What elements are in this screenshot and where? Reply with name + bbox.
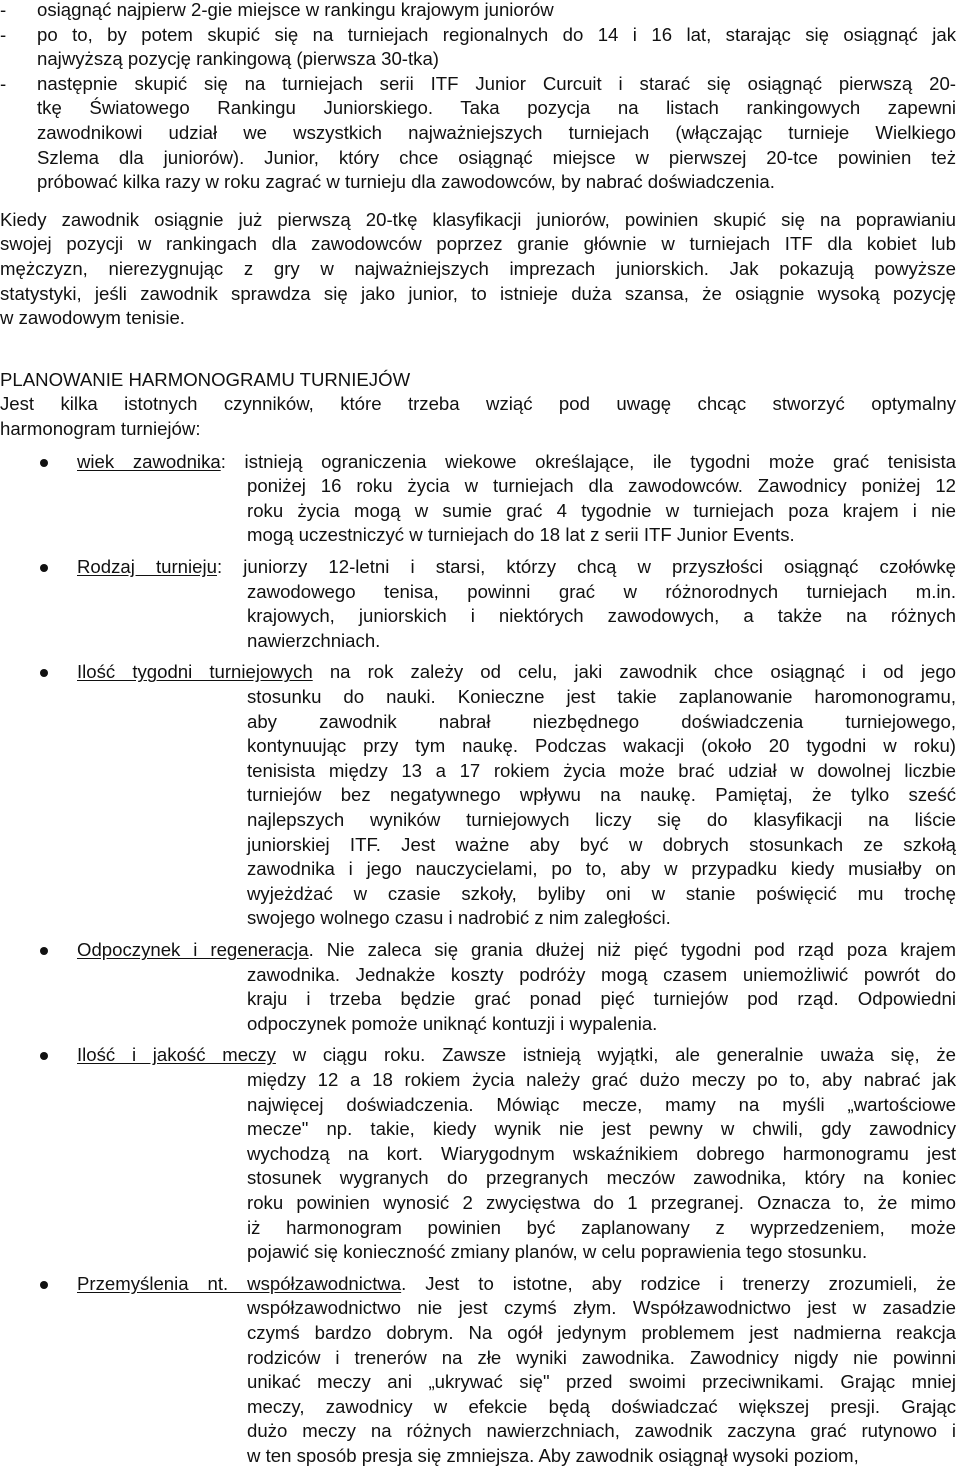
factor-text-line: rodziców i trenerów na złe wyniki zawodnika. Zawodnicy nigdy nie powinni [247, 1346, 956, 1368]
factor-first-text: na rok zależy od celu, jaki zawodnik chce osiągnąć i od jego [329, 661, 957, 683]
list-dash: - [0, 0, 7, 20]
paragraph-line: swojej pozycji w rankingach dla zawodowców poprzez granie głównie w turniejach ITF dla kobiet lub [0, 233, 956, 255]
factor-text-line: najlepszych wyników turniejowych liczy się do klasyfikacji na liście [247, 809, 956, 830]
factor-text-line: turniejów bez negatywnego wpływu na naukę. Pamiętaj, że tylko sześć [247, 784, 956, 806]
factor-label: wiek zawodnika [77, 450, 221, 472]
factor-first-text: Jest to istotne, aby rodzice i trenerzy zrozumieli, że [425, 1272, 957, 1294]
list-dash: - [0, 23, 7, 45]
factor-text-line: najwięcej doświadczenia. Mówiąc mecze, mamy na myśli „wartościowe [247, 1093, 956, 1115]
factor-text-line: zawodnika i jego nauczycielami, po to, aby w przypadku kiedy musiałby on [247, 858, 956, 880]
factor-first-text: Nie zaleca się grania dłużej niż pięć tygodni pod rząd poza krajem [326, 939, 956, 960]
bullet-icon [40, 564, 48, 572]
factor-text-line: stosunku do nauki. Konieczne jest takie zaplanowanie haromonogramu, [247, 686, 956, 707]
intro-line: Jest kilka istotnych czynników, które trzeba wziąć pod uwagę chcąc stworzyć optymalny [0, 393, 956, 415]
factor-label: Rodzaj turnieju [77, 556, 217, 577]
factor-text-line: między 12 a 18 rokiem życia należy grać dużo meczy po to, aby nabrać jak [247, 1069, 956, 1090]
factor-text-line: unikać meczy ani „ukrywać się" przed swoimi przeciwnikami. Grając mniej [247, 1371, 956, 1393]
factor-first-text: istnieją ograniczenia wiekowe określające, ile tygodni może grać tenisista [244, 450, 956, 472]
factor-first-text: w ciągu roku. Zawsze istnieją wyjątki, ale generalnie uważa się, że [292, 1044, 956, 1066]
paragraph-line: statystyki, jeśli zawodnik sprawdza się jako junior, to istnieje duża szansa, że osiągnie wysoką pozycję [0, 282, 956, 304]
factor-label-separator: : [220, 450, 226, 472]
paragraph-line: Kiedy zawodnik osiągnie już pierwszą 20-tkę klasyfikacji juniorów, powinien skupić się na poprawianiu [0, 208, 956, 230]
list-item-line: zawodnikowi udział we wszystkich najważniejszych turniejach (włączając turnieje Wielkiego [37, 122, 956, 143]
paragraph-line: mężczyzn, nierezygnując z gry w najważniejszych imprezach juniorskich. Jak pokazują powyższe [0, 258, 956, 279]
factor-text-line: poniżej 16 roku życia w turniejach dla zawodowców. Zawodnicy poniżej 12 [247, 475, 956, 497]
list-item-line: osiągnąć najpierw 2-gie miejsce w rankingu krajowym juniorów [37, 0, 554, 20]
factor-text-line: krajowych, juniorskich i niektórych zawodowych, a także na różnych [247, 605, 956, 627]
factor-label: Ilość i jakość meczy [77, 1044, 276, 1066]
factor-text-line: wyjeżdżać w czasie szkoły, byliby oni w stanie poświęcić mu trochę [247, 882, 956, 904]
bullet-icon [40, 459, 48, 467]
factor-first-text: juniorzy 12-letni i starsi, którzy chcą w przyszłości osiągnąć czołówkę [243, 556, 957, 577]
factor-text-line: stosunek wygranych do przegranych meczów zawodnika, który na koniec [247, 1167, 956, 1189]
factor-text-line: współzawodnictwo nie jest czymś złym. Współzawodnictwo jest w zasadzie [247, 1297, 956, 1319]
factor-text-line: tenisista między 13 a 17 rokiem życia może brać udział w dowolnej liczbie [247, 759, 956, 781]
factor-text-line: juniorskiej ITF. Jest ważne aby być w dobrych stosunkach ze szkołą [247, 833, 956, 855]
factor-text-line: odpoczynek pomoże uniknąć kontuzji i wypalenia. [247, 1012, 658, 1034]
list-item-line: próbować kilka razy w roku zagrać w turnieju dla zawodowców, by nabrać doświadczenia. [37, 171, 775, 193]
factor-text-line: mecze" np. takie, kiedy wynik nie jest pewny w chwili, gdy zawodnicy [247, 1118, 956, 1140]
factor-text-line: zawodnika. Jednakże koszty podróży mogą czasem uniemożliwić powrót do [247, 963, 956, 985]
factor-text-line: mogą uczestniczyć w turniejach do 18 lat z serii ITF Junior Events. [247, 524, 795, 546]
bullet-icon [40, 669, 48, 677]
list-item-line: następnie skupić się na turniejach serii ITF Junior Curcuit i starać się osiągnąć pierwszą 20- [37, 72, 956, 94]
factor-text-line: kontynuując przy tym naukę. Podczas wakacji (około 20 tygodni w roku) [247, 735, 956, 757]
bullet-icon [40, 1052, 48, 1060]
factor-text-line: w ten sposób presja się zmniejsza. Aby zawodnik osiągnął wysoki poziom, [247, 1445, 859, 1466]
factor-first-line [77, 1043, 956, 1067]
factor-text-line: iż harmonogram powinien być zaplanowany z wyprzedzeniem, może [247, 1216, 956, 1238]
factor-text-line: nawierzchniach. [247, 629, 381, 651]
factor-first-line [77, 450, 956, 474]
list-item-line: po to, by potem skupić się na turniejach regionalnych do 14 i 16 lat, starając się osiągnąć jak [37, 23, 956, 45]
factor-label: Odpoczynek i regeneracja [77, 939, 309, 960]
factor-label-separator: . [308, 939, 314, 960]
factor-text-line: pojawić się konieczność zmiany planów, w celu poprawienia tego stosunku. [247, 1241, 868, 1263]
factor-text-line: wychodzą na kort. Wiarygodnym wskaźnikiem dobrego harmonogramu jest [247, 1142, 956, 1164]
list-dash: - [0, 72, 7, 94]
list-item-line: najwyższą pozycję rankingową (pierwsza 30-tka) [37, 48, 439, 70]
factor-text-line: meczy, zawodnicy w efekcie będą doświadczać większej presji. Grając [247, 1395, 956, 1417]
factor-text-line: roku życia mogą w sumie grać 4 tygodnie w turniejach poza krajem i nie [247, 499, 956, 521]
factor-label: Ilość tygodni turniejowych [77, 661, 313, 683]
factor-first-line [77, 660, 956, 684]
intro-line: harmonogram turniejów: [0, 418, 201, 439]
paragraph-line: w zawodowym tenisie. [0, 307, 185, 329]
list-item-line: tkę Światowego Rankingu Juniorskiego. Taka pozycja na listach rankingowych zapewni [37, 97, 956, 119]
section-heading: PLANOWANIE HARMONOGRAMU TURNIEJÓW [0, 368, 411, 390]
factor-first-line [77, 555, 956, 579]
factor-label-separator: . [401, 1272, 407, 1294]
factor-text-line: dużo meczy na różnych nawierzchniach, zawodnik zaczyna grać rutynowo i [247, 1420, 956, 1442]
factor-text-line: swojego wolnego czasu i nadrobić z nim zaległości. [247, 907, 671, 929]
bullet-icon [40, 947, 48, 955]
factor-first-line [77, 1272, 956, 1296]
factor-label-separator: : [216, 556, 223, 577]
bullet-icon [40, 1281, 48, 1289]
factor-text-line: roku powinien wynosić 2 zwycięstwa do 1 przegranej. Oznacza to, że mimo [247, 1192, 956, 1213]
factor-text-line: aby zawodnik nabrał niezbędnego doświadczenia turniejowego, [247, 710, 956, 732]
factor-text-line: zawodowego tenisa, powinni grać w różnorodnych turniejach m.in. [247, 580, 956, 602]
factor-text-line: czymś bardzo dobrym. Na ogół jedynym problemem jest nadmierna reakcja [247, 1322, 956, 1343]
factor-text-line: kraju i trzeba będzie grać ponad pięć turniejów pod rząd. Odpowiedni [247, 988, 956, 1010]
factor-first-line [77, 938, 956, 962]
list-item-line: Szlema dla juniorów). Junior, który chce osiągnąć miejsce w pierwszej 20-tce powinien też [37, 146, 956, 168]
factor-label: Przemyślenia nt. współzawodnictwa [77, 1272, 402, 1294]
